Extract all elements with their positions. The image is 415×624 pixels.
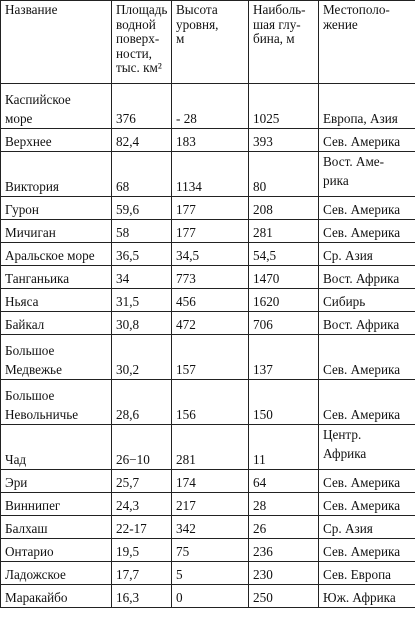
table-row	[1, 152, 415, 197]
cell-location: Сев. Европа	[319, 562, 415, 585]
cell-location: Сев. Америка	[319, 220, 415, 243]
cell-height: 183	[172, 129, 249, 152]
cell-height: 75	[172, 539, 249, 562]
cell-name: Танганьика	[1, 266, 112, 289]
cell-depth: 150	[249, 380, 319, 425]
cell-depth: 11	[249, 425, 319, 470]
cell-height: - 28	[172, 84, 249, 129]
cell-area: 16,3	[112, 585, 172, 608]
table-row	[1, 516, 415, 539]
cell-height: 0	[172, 585, 249, 608]
cell-location: Юж. Африка	[319, 585, 415, 608]
cell-location: Европа, Азия	[319, 84, 415, 129]
cell-depth: 281	[249, 220, 319, 243]
table-row	[1, 539, 415, 562]
cell-location: Вост. Африка	[319, 312, 415, 335]
cell-area: 24,3	[112, 493, 172, 516]
cell-name: Маракайбо	[1, 585, 112, 608]
header-name: Название	[1, 1, 112, 84]
cell-name: Гурон	[1, 197, 112, 220]
cell-area: 82,4	[112, 129, 172, 152]
cell-height: 157	[172, 335, 249, 380]
cell-area: 25,7	[112, 470, 172, 493]
header-area: Площадь водной поверх- ности, тыс. км²	[112, 1, 172, 84]
cell-height: 174	[172, 470, 249, 493]
cell-depth: 230	[249, 562, 319, 585]
cell-depth: 1025	[249, 84, 319, 129]
cell-depth: 26	[249, 516, 319, 539]
cell-location: Сев. Америка	[319, 129, 415, 152]
cell-height: 1134	[172, 152, 249, 197]
cell-depth: 208	[249, 197, 319, 220]
cell-depth: 28	[249, 493, 319, 516]
cell-area: 19,5	[112, 539, 172, 562]
header-location: Местополо- жение	[319, 1, 415, 84]
header-row	[1, 1, 415, 84]
table-row	[1, 585, 415, 608]
cell-area: 22-17	[112, 516, 172, 539]
table-row	[1, 129, 415, 152]
cell-area: 26−10	[112, 425, 172, 470]
cell-name: Онтарио	[1, 539, 112, 562]
cell-name: Аральское море	[1, 243, 112, 266]
table-row	[1, 380, 415, 425]
cell-depth: 80	[249, 152, 319, 197]
cell-height: 342	[172, 516, 249, 539]
cell-name: Верхнее	[1, 129, 112, 152]
cell-height: 177	[172, 220, 249, 243]
cell-location: Сев. Америка	[319, 335, 415, 380]
table-row	[1, 493, 415, 516]
cell-height: 281	[172, 425, 249, 470]
cell-depth: 236	[249, 539, 319, 562]
table-row	[1, 197, 415, 220]
cell-area: 28,6	[112, 380, 172, 425]
table-row	[1, 220, 415, 243]
cell-depth: 54,5	[249, 243, 319, 266]
cell-height: 773	[172, 266, 249, 289]
cell-location: Сев. Америка	[319, 197, 415, 220]
cell-depth: 706	[249, 312, 319, 335]
cell-area: 36,5	[112, 243, 172, 266]
cell-name: Виннипег	[1, 493, 112, 516]
cell-location: Вост. Аме- рика	[319, 152, 415, 197]
header-height: Высота уровня, м	[172, 1, 249, 84]
table-row	[1, 425, 415, 470]
cell-location: Ср. Азия	[319, 516, 415, 539]
table-row	[1, 289, 415, 312]
table-row	[1, 84, 415, 129]
cell-name: Эри	[1, 470, 112, 493]
cell-area: 30,8	[112, 312, 172, 335]
cell-name: Ньяса	[1, 289, 112, 312]
cell-location: Сев. Америка	[319, 539, 415, 562]
cell-location: Сибирь	[319, 289, 415, 312]
cell-height: 217	[172, 493, 249, 516]
cell-name: Чад	[1, 425, 112, 470]
cell-name: Мичиган	[1, 220, 112, 243]
cell-height: 177	[172, 197, 249, 220]
cell-area: 31,5	[112, 289, 172, 312]
header-depth: Наиболь- шая глу- бина, м	[249, 1, 319, 84]
cell-depth: 250	[249, 585, 319, 608]
table-row	[1, 243, 415, 266]
cell-area: 30,2	[112, 335, 172, 380]
cell-location: Сев. Америка	[319, 380, 415, 425]
cell-location: Вост. Африка	[319, 266, 415, 289]
table-row	[1, 562, 415, 585]
cell-depth: 137	[249, 335, 319, 380]
cell-area: 376	[112, 84, 172, 129]
cell-name: Виктория	[1, 152, 112, 197]
table-row	[1, 266, 415, 289]
cell-name: Большое Медвежье	[1, 335, 112, 380]
cell-name: Ладожское	[1, 562, 112, 585]
cell-height: 34,5	[172, 243, 249, 266]
cell-depth: 1470	[249, 266, 319, 289]
cell-area: 68	[112, 152, 172, 197]
cell-depth: 64	[249, 470, 319, 493]
cell-area: 59,6	[112, 197, 172, 220]
cell-height: 456	[172, 289, 249, 312]
table-row	[1, 335, 415, 380]
cell-location: Сев. Америка	[319, 470, 415, 493]
cell-name: Балхаш	[1, 516, 112, 539]
cell-location: Центр. Африка	[319, 425, 415, 470]
cell-name: Байкал	[1, 312, 112, 335]
cell-area: 17,7	[112, 562, 172, 585]
cell-height: 156	[172, 380, 249, 425]
cell-area: 34	[112, 266, 172, 289]
cell-location: Ср. Азия	[319, 243, 415, 266]
table-row	[1, 312, 415, 335]
cell-name: Каспийское море	[1, 84, 112, 129]
cell-height: 472	[172, 312, 249, 335]
cell-location: Сев. Америка	[319, 493, 415, 516]
cell-depth: 393	[249, 129, 319, 152]
cell-depth: 1620	[249, 289, 319, 312]
cell-area: 58	[112, 220, 172, 243]
cell-height: 5	[172, 562, 249, 585]
cell-name: Большое Невольничье	[1, 380, 112, 425]
table-row	[1, 470, 415, 493]
